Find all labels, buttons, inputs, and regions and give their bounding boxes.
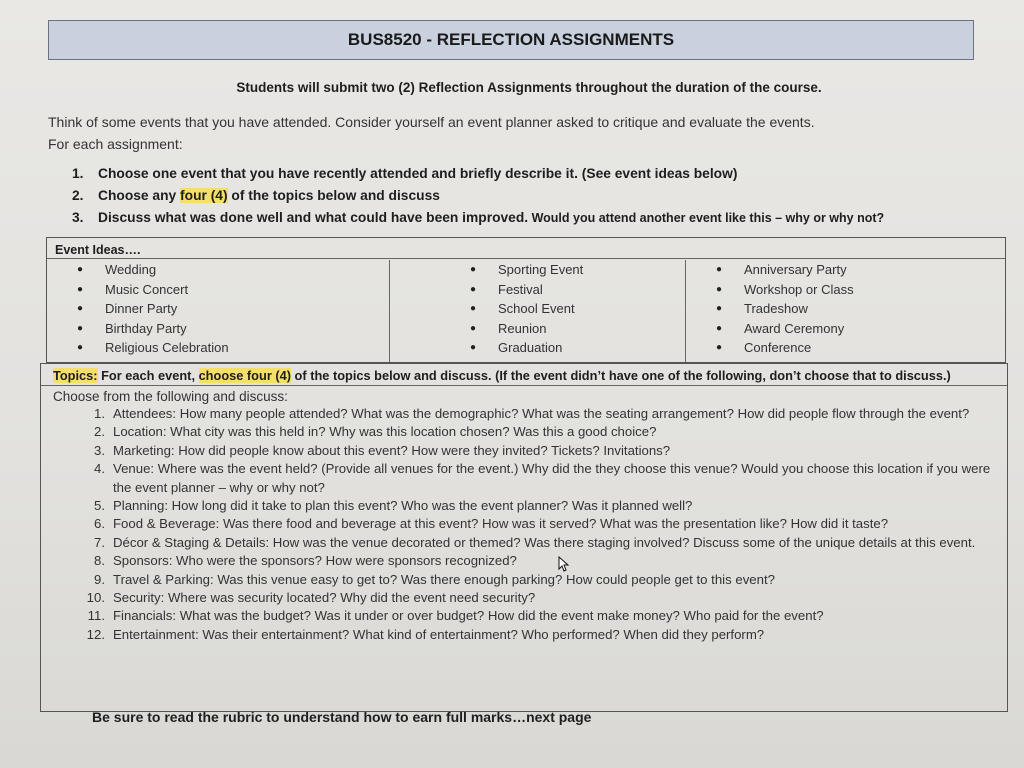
topic-number: 9. [94,571,105,587]
topic-number: 10. [86,590,105,606]
topic-text: Planning: How long did it take to plan this event? Who was the event planner? Was it planned well? [113,498,693,514]
topic-number: 3. [94,442,105,458]
event-idea: Sporting Event [498,262,584,277]
topics-table [40,363,1008,712]
document-title [48,20,974,60]
list-item [47,299,389,319]
topic-text: Location: What city was this held in? Why was this location chosen? Was this a good choice? [113,424,657,440]
bullet-icon: ● [77,322,84,334]
topic-item [71,589,1001,607]
topic-item [71,442,1001,460]
event-idea: Wedding [105,262,157,277]
list-item [47,280,389,300]
title-text: BUS8520 - REFLECTION ASSIGNMENTS [347,30,675,49]
event-ideas-heading: Event Ideas…. [55,243,141,257]
topics-label: Topics: [53,368,98,383]
topics-heading-post: of the topics below and discuss. (If the event didn’t have one of the following, don’t choose that to discuss.) [291,368,951,383]
event-idea: Reunion [498,320,547,336]
event-idea: Conference [744,340,812,355]
bullet-icon: ● [77,303,84,314]
step-text [98,185,440,207]
step-number: 1. [72,166,84,181]
bullet-icon: ● [77,342,84,353]
event-ideas-column-2 [389,260,686,362]
bullet-icon: ● [716,303,723,314]
topic-item [71,552,1001,570]
event-ideas-table [46,237,1006,363]
step-item [72,163,992,185]
bullet-icon: ● [716,322,723,334]
step-text-pre: Choose any [98,188,181,203]
topic-list [71,405,1001,644]
bullet-icon: ● [470,264,477,275]
topic-item [71,423,1001,441]
topic-number: 2. [94,424,105,440]
topic-text: Attendees: How many people attended? What was the demographic? What was the seating arrangement? How did people flow through the event? [113,406,970,421]
list-item [47,319,389,339]
list-item [47,260,389,280]
highlighted-text: choose four (4) [198,368,291,383]
list-item [686,260,1005,280]
bullet-icon: ● [470,322,477,334]
footer-note: Be sure to read the rubric to understand how to earn full marks…next page [92,709,592,725]
event-idea: Workshop or Class [744,281,854,297]
topics-heading [53,368,951,383]
topic-text: Security: Where was security located? Why did the event need security? [113,590,536,606]
event-idea: Festival [498,281,543,297]
step-item [72,207,992,229]
bullet-icon: ● [716,283,723,295]
intro-line-1: Think of some events that you have attended. Consider yourself an event planner asked to critique and evaluate the events. [48,114,815,130]
step-item [72,185,992,207]
event-idea: Tradeshow [744,301,808,316]
topic-item [71,571,1001,589]
topic-item [71,626,1001,644]
topics-heading-pre: For each event, [97,368,199,383]
list-item [390,299,686,319]
step-text-post: of the topics below and discuss [227,188,440,203]
table-divider [41,385,1007,386]
topic-text: Food & Beverage: Was there food and beverage at this event? How was it served? What was the presentation like? How did it taste? [113,516,889,532]
topic-number: 7. [94,534,105,550]
step-text [98,207,884,229]
bullet-icon: ● [716,264,723,275]
event-idea: Music Concert [105,281,189,297]
topic-text: Marketing: How did people know about this event? How were they invited? Tickets? Invitations? [113,442,671,458]
text-cursor-icon [558,556,570,572]
list-item [390,319,686,339]
topic-text: Décor & Staging & Details: How was the venue decorated or themed? Was there staging involved? Discuss some of the unique details at this event. [113,534,976,550]
subtitle: Students will submit two (2) Reflection Assignments throughout the duration of the course. [236,80,822,95]
bullet-icon: ● [77,283,84,295]
topic-number: 6. [94,516,105,532]
topic-item [71,515,1001,533]
topic-item [71,497,1001,515]
list-item [390,280,686,300]
event-idea: Award Ceremony [744,320,845,336]
topic-text: Financials: What was the budget? Was it under or over budget? How did the event make money? Who paid for the event? [113,608,824,624]
list-item [686,299,1005,319]
bullet-icon: ● [470,283,477,295]
topic-text: Sponsors: Who were the sponsors? How were sponsors recognized? [113,553,517,569]
step-number: 2. [72,188,84,203]
bullet-icon: ● [716,342,723,353]
topic-item [71,607,1001,625]
topic-number: 1. [94,406,105,421]
event-idea: School Event [498,301,575,316]
highlighted-text: four (4) [180,188,228,203]
choose-instruction: Choose from the following and discuss: [53,389,288,404]
event-idea: Graduation [498,340,563,355]
topic-number: 12. [86,626,105,642]
event-idea: Birthday Party [105,320,187,336]
intro-paragraph [48,111,948,155]
table-divider [47,258,1005,259]
list-item [686,319,1005,339]
topic-number: 5. [94,498,105,514]
intro-line-2: For each assignment: [48,136,183,152]
step-number: 3. [72,210,84,225]
topic-number: 11. [87,608,105,624]
topic-item [71,460,1001,497]
event-idea: Religious Celebration [105,340,229,355]
assignment-steps [72,163,992,229]
topic-text: Entertainment: Was their entertainment? What kind of entertainment? Who performed? When did they perform? [113,626,765,642]
topic-item [71,405,1001,423]
list-item [390,338,686,358]
event-ideas-column-3 [685,260,1005,362]
topic-number: 8. [94,553,105,569]
topic-number: 4. [94,461,105,477]
topic-text: Travel & Parking: Was this venue easy to get to? Was there enough parking? How could people get to this event? [113,571,775,587]
list-item [47,338,389,358]
bullet-icon: ● [470,303,477,314]
list-item [686,280,1005,300]
event-ideas-column-1 [47,260,389,362]
event-idea: Anniversary Party [744,262,847,277]
topic-text: Venue: Where was the event held? (Provide all venues for the event.) Why did the they choose this venue? Would you choose this location if you were the event planner – why or why not? [113,461,991,495]
topic-item [71,534,1001,552]
bullet-icon: ● [470,342,477,353]
step-text: Choose one event that you have recently attended and briefly describe it. (See event ideas below) [98,166,738,181]
list-item [686,338,1005,358]
step-text-small: Would you attend another event like this – why or why not? [528,211,885,225]
bullet-icon: ● [77,264,84,275]
event-idea: Dinner Party [105,301,178,316]
step-text-main: Discuss what was done well and what could have been improved. [98,210,529,225]
list-item [390,260,686,280]
